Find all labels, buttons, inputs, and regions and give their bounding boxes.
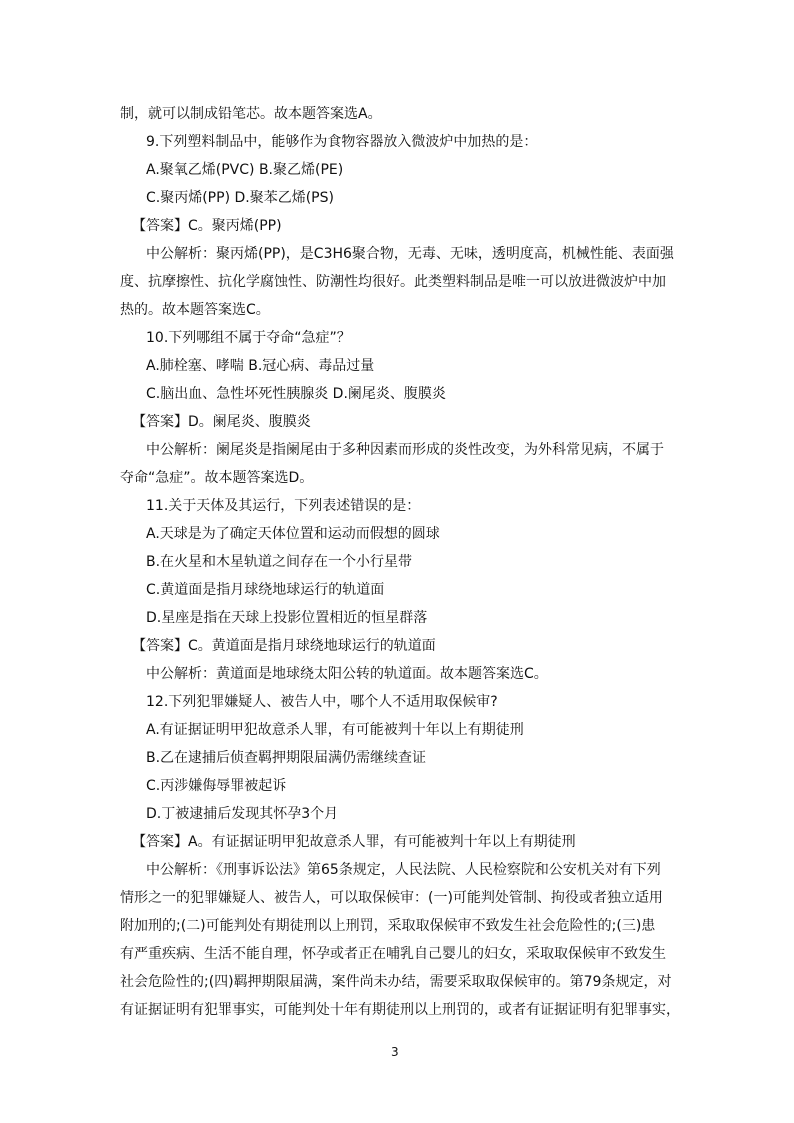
analysis-line: 社会危险性的;(四)羁押期限届满，案件尚未办结，需要采取取保候审的。第79条规定，对 [120, 974, 672, 990]
option-line: C.丙涉嫌侮辱罪被起诉 [146, 778, 287, 794]
option-line: D.丁被逮捕后发现其怀孕3个月 [146, 806, 339, 822]
option-line: C.黄道面是指月球绕地球运行的轨道面 [146, 582, 385, 598]
question-12: 12.下列犯罪嫌疑人、被告人中，哪个人不适用取保候审? [146, 694, 498, 710]
answer-line: 【答案】C。黄道面是指月球绕地球运行的轨道面 [132, 638, 436, 654]
question-11: 11.关于天体及其运行，下列表述错误的是： [146, 498, 421, 514]
text-line: 制，就可以制成铅笔芯。故本题答案选A。 [120, 106, 382, 122]
analysis-line: 热的。故本题答案选C。 [120, 302, 270, 318]
question-9: 9.下列塑料制品中，能够作为食物容器放入微波炉中加热的是： [146, 134, 538, 150]
analysis-line: 中公解析：聚丙烯(PP)，是C3H6聚合物，无毒、无味，透明度高，机械性能、表面强 [146, 246, 674, 262]
option-line: B.乙在逮捕后侦查羁押期限届满仍需继续查证 [146, 750, 427, 766]
option-line: A.有证据证明甲犯故意杀人罪，有可能被判十年以上有期徒刑 [146, 722, 524, 738]
option-line: A.天球是为了确定天体位置和运动而假想的圆球 [146, 526, 440, 542]
analysis-line: 有证据证明有犯罪事实，可能判处十年有期徒刑以上刑罚的，或者有证据证明有犯罪事实， [120, 1002, 680, 1018]
analysis-line: 情形之一的犯罪嫌疑人、被告人，可以取保候审：(一)可能判处管制、拘役或者独立适用 [120, 890, 663, 906]
option-line: C.脑出血、急性坏死性胰腺炎 D.阑尾炎、腹膜炎 [146, 386, 446, 402]
page-number: 3 [391, 1045, 399, 1059]
analysis-line: 度、抗摩擦性、抗化学腐蚀性、防潮性均很好。此类塑料制品是唯一可以放进微波炉中加 [120, 274, 666, 290]
analysis-line: 夺命“急症”。故本题答案选D。 [120, 470, 314, 486]
question-10: 10.下列哪组不属于夺命“急症”？ [146, 330, 351, 346]
answer-line: 【答案】D。阑尾炎、腹膜炎 [132, 414, 311, 430]
option-line: D.星座是指在天球上投影位置相近的恒星群落 [146, 610, 428, 626]
option-line: B.在火星和木星轨道之间存在一个小行星带 [146, 554, 413, 570]
answer-line: 【答案】A。有证据证明甲犯故意杀人罪，有可能被判十年以上有期徒刑 [132, 834, 576, 850]
answer-line: 【答案】C。聚丙烯(PP) [132, 218, 282, 234]
option-line: C.聚丙烯(PP) D.聚苯乙烯(PS) [146, 190, 334, 206]
analysis-line: 中公解析：阑尾炎是指阑尾由于多种因素而形成的炎性改变，为外科常见病，不属于 [146, 442, 664, 458]
analysis-line: 中公解析：黄道面是地球绕太阳公转的轨道面。故本题答案选C。 [146, 666, 548, 682]
option-line: A.肺栓塞、哮喘 B.冠心病、毒品过量 [146, 358, 375, 374]
analysis-line: 有严重疾病、生活不能自理，怀孕或者正在哺乳自己婴儿的妇女，采取取保候审不致发生 [120, 946, 666, 962]
option-line: A.聚氧乙烯(PVC) B.聚乙烯(PE) [146, 162, 344, 178]
analysis-line: 附加刑的;(二)可能判处有期徒刑以上刑罚，采取取保候审不致发生社会危险性的;(三)患 [120, 918, 656, 934]
analysis-line: 中公解析：《刑事诉讼法》第65条规定，人民法院、人民检察院和公安机关对有下列 [146, 862, 661, 878]
